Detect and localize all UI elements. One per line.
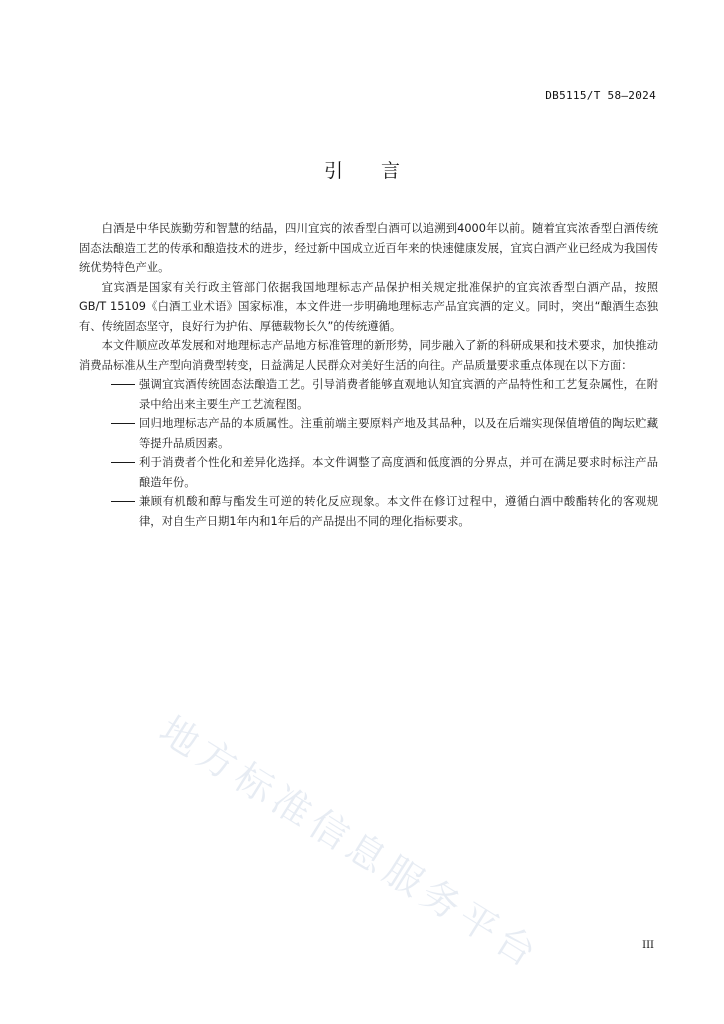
list-item-text: 利于消费者个性化和差异化选择。本文件调整了高度酒和低度酒的分界点，并可在满足要求时标注产品酿造年份。 — [139, 456, 658, 489]
paragraph: 本文件顺应改革发展和对地理标志产品地方标准管理的新形势，同步融入了新的科研成果和技术要求，加快推动消费品标准从生产型向消费型转变，日益满足人民群众对美好生活的向往。产品质量要求重点体现在以下方面： — [79, 339, 658, 372]
page-title: 引言 — [323, 160, 438, 182]
page-number: III — [642, 940, 654, 951]
watermark: 地方标准信息服务平台 — [151, 707, 549, 979]
introduction-body — [79, 219, 658, 531]
list-item — [79, 375, 658, 414]
paragraph: 白酒是中华民族勤劳和智慧的结晶，四川宜宾的浓香型白酒可以追溯到4000年以前。随着宜宾浓香型白酒传统固态法酿造工艺的传承和酿造技术的进步，经过新中国成立近百年来的快速健康发展，宜宾白酒产业已经成为我国传统优势特色产业。 — [79, 222, 658, 274]
document-number: DB5115/T 58—2024 — [545, 89, 656, 102]
list-item — [79, 492, 658, 531]
list-item-text: 兼顾有机酸和醇与酯发生可逆的转化反应现象。本文件在修订过程中，遵循白酒中酸酯转化的客观规律，对自生产日期1年内和1年后的产品提出不同的理化指标要求。 — [139, 495, 658, 528]
list-item — [79, 453, 658, 492]
list-item-text: 强调宜宾酒传统固态法酿造工艺。引导消费者能够直观地认知宜宾酒的产品特性和工艺复杂属性，在附录中给出来主要生产工艺流程图。 — [139, 378, 658, 411]
list-item — [79, 414, 658, 453]
list-item-text: 回归地理标志产品的本质属性。注重前端主要原料产地及其品种，以及在后端实现保值增值的陶坛贮藏等提升品质因素。 — [139, 417, 658, 450]
paragraph: 宜宾酒是国家有关行政主管部门依据我国地理标志产品保护相关规定批准保护的宜宾浓香型白酒产品，按照GB/T 15109《白酒工业术语》国家标准，本文件进一步明确地理标志产品宜宾酒的定义。同时，突出“酿酒生态独有、传统固态坚守，良好行为护佑、厚德载物长久”的传统遵循。 — [79, 280, 658, 333]
